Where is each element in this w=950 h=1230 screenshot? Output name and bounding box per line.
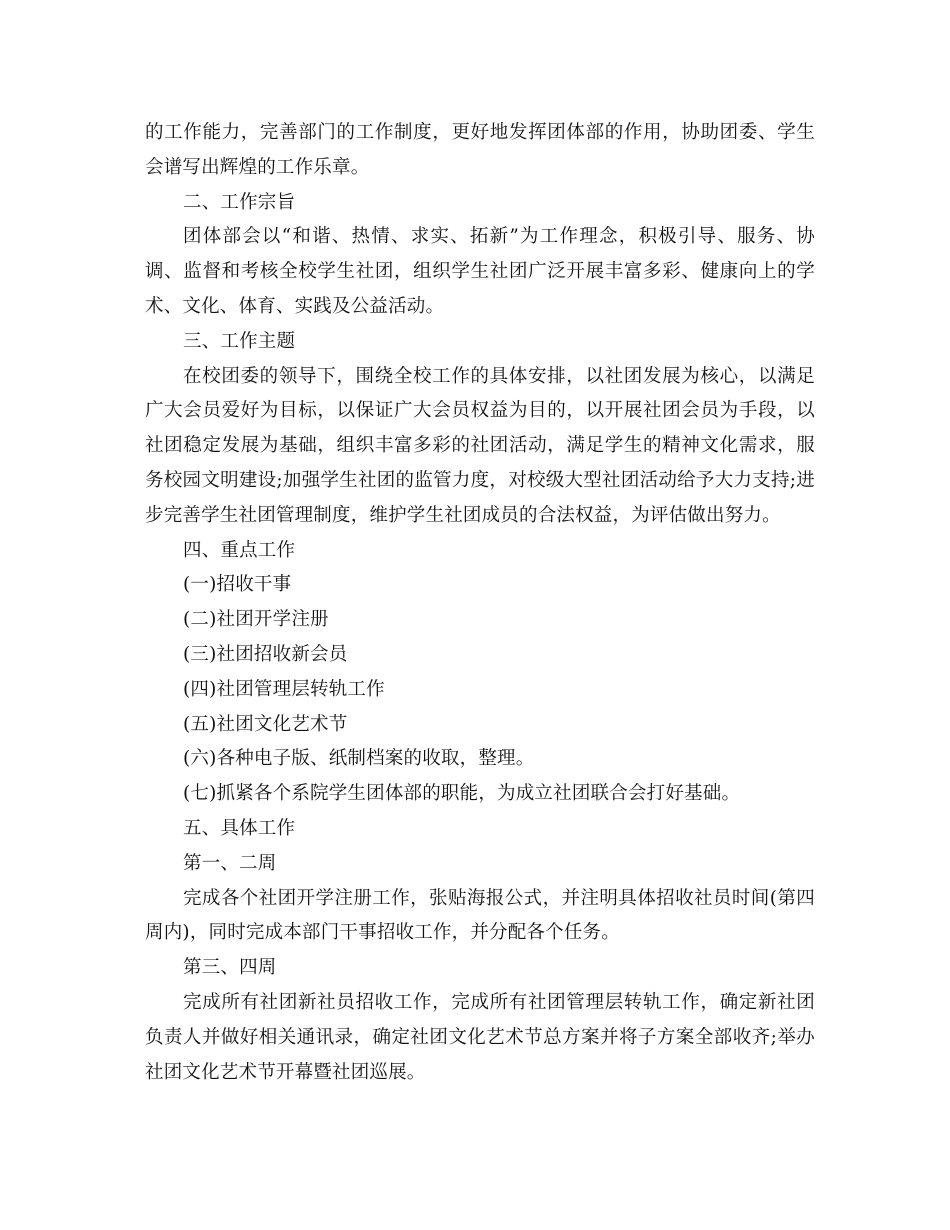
list-item-key-work-1: (一)招收干事	[183, 574, 292, 596]
heading-work-purpose: 二、工作宗旨	[183, 191, 296, 213]
paragraph-weeks-3-4: 完成所有社团新社员招收工作，完成所有社团管理层转轨工作，确定新社团负责人并做好相关通讯录，确定社团文化艺术节总方案并将子方案全部收齐;举办社团文化艺术节开幕暨社团巡展。	[145, 991, 815, 1083]
document-body	[145, 116, 815, 1090]
list-item-key-work-6: (六)各种电子版、纸制档案的收取，整理。	[183, 748, 535, 770]
list-item-key-work-4: (四)社团管理层转轨工作	[183, 678, 385, 700]
list-item-key-work-5: (五)社团文化艺术节	[183, 713, 348, 735]
paragraph-work-purpose: 团体部会以“和谐、热情、求实、拓新”为工作理念，积极引导、服务、协调、监督和考核全校学生社团，组织学生社团广泛开展丰富多彩、健康向上的学术、文化、体育、实践及公益活动。	[145, 226, 815, 317]
paragraph-weeks-1-2: 完成各个社团开学注册工作，张贴海报公式，并注明具体招收社员时间(第四周内)，同时完成本部门干事招收工作，并分配各个任务。	[145, 887, 815, 944]
heading-specific-work: 五、具体工作	[183, 817, 296, 839]
paragraph-continuation: 的工作能力，完善部门的工作制度，更好地发挥团体部的作用，协助团委、学生会谱写出辉煌的工作乐章。	[145, 122, 815, 178]
subheading-weeks-3-4: 第三、四周	[183, 957, 277, 979]
list-item-key-work-2: (二)社团开学注册	[183, 609, 329, 631]
heading-work-theme: 三、工作主题	[183, 330, 296, 352]
heading-key-work: 四、重点工作	[183, 539, 296, 561]
list-item-key-work-3: (三)社团招收新会员	[183, 643, 348, 665]
subheading-weeks-1-2: 第一、二周	[183, 852, 277, 874]
list-item-key-work-7: (七)抓紧各个系院学生团体部的职能，为成立社团联合会打好基础。	[183, 783, 741, 805]
paragraph-work-theme: 在校团委的领导下，围绕全校工作的具体安排，以社团发展为核心，以满足广大会员爱好为目标，以保证广大会员权益为目的，以开展社团会员为手段，以社团稳定发展为基础，组织丰富多彩的社团活动，满足学生的精神文化需求，服务校园文明建设;加强学生社团的监管力度，对校级大型社团活动给予大力支持;进步完善学生社团管理制度，维护学生社团成员的合法权益，为评估做出努力。	[145, 365, 815, 526]
